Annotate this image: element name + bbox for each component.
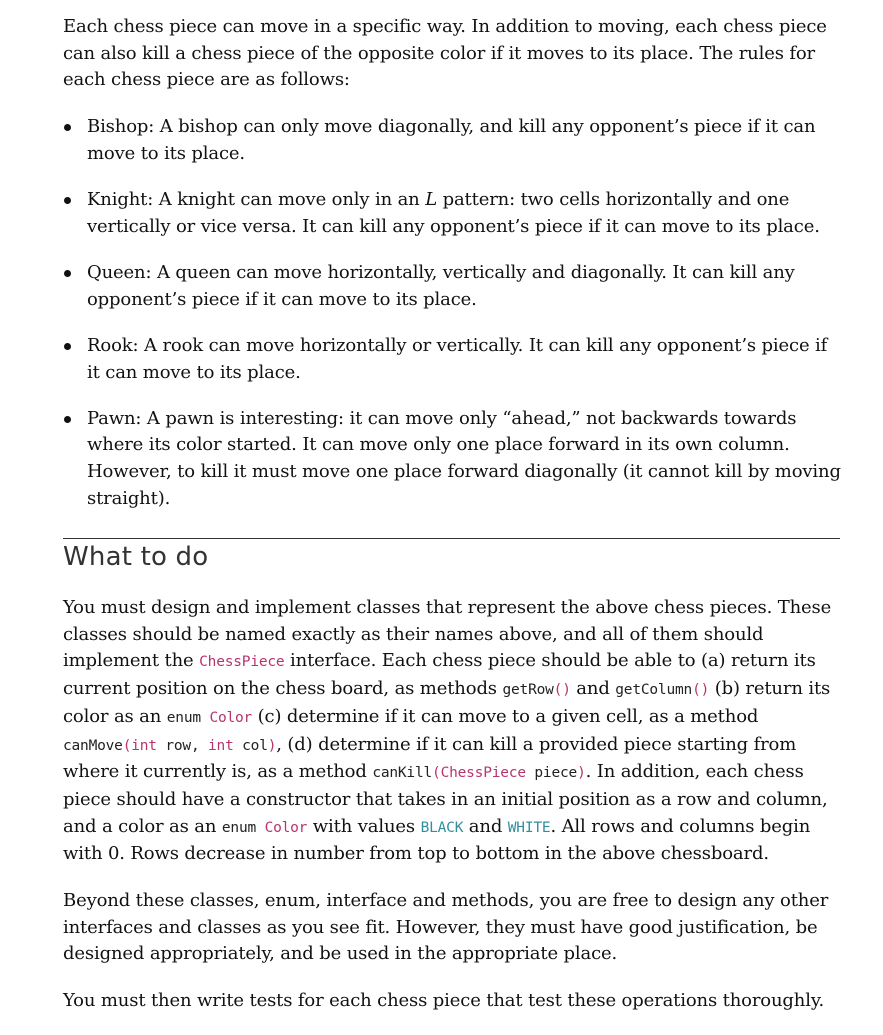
code-int: int xyxy=(131,737,157,754)
rules-section xyxy=(63,14,841,532)
tests-paragraph: You must then write tests for each chess piece that test these operations thoroughly. xyxy=(63,990,825,1012)
code-white: WHITE xyxy=(507,819,551,836)
requirements-paragraph xyxy=(63,595,841,868)
code-color: Color xyxy=(264,819,308,836)
what-to-do-section xyxy=(63,595,841,1035)
piece-rules-list xyxy=(63,114,841,512)
list-item-rook xyxy=(63,333,841,386)
bullet-icon xyxy=(64,343,71,350)
code-int: int xyxy=(208,737,234,754)
section-heading: What to do xyxy=(63,542,209,572)
code-open-paren: ( xyxy=(432,765,441,782)
code-enum: enum xyxy=(221,819,265,836)
bullet-icon xyxy=(64,270,71,277)
rule-text-pre: Knight: A knight can move only in an xyxy=(87,189,426,211)
text-run: and xyxy=(463,815,508,837)
code-getcolumn: getColumn xyxy=(615,682,693,699)
code-cankill: canKill xyxy=(372,765,433,782)
code-enum: enum xyxy=(166,709,210,726)
intro-paragraph: Each chess piece can move in a specific way. In addition to moving, each chess piece can also kill a chess piece of the opposite color if it moves to its place. The rules for each chess piece are as follows: xyxy=(63,16,827,91)
code-getrow: getRow xyxy=(502,682,554,699)
design-paragraph: Beyond these classes, enum, interface and methods, you are free to design any other interfaces and classes as you see fit. However, they must have good justification, be designed appropriately, and be used in the appropriate place. xyxy=(63,890,829,965)
code-parens: () xyxy=(692,682,710,699)
bullet-icon xyxy=(64,416,71,423)
text-run: (b) return its color as an xyxy=(63,678,831,727)
text-run: . In addition, each chess piece should have a constructor that takes in an initial position as a row and column, and a color as an xyxy=(63,761,828,837)
text-run: (c) determine if it can move to a given cell, as a method xyxy=(252,705,759,727)
code-row-param: row, xyxy=(156,737,209,754)
code-chesspiece: ChessPiece xyxy=(199,654,285,671)
code-chesspiece: ChessPiece xyxy=(440,765,526,782)
text-run: with values xyxy=(307,815,421,837)
bullet-icon xyxy=(64,124,71,131)
text-run: . All rows and columns begin with 0. Rows decrease in number from top to bottom in the above chessboard. xyxy=(63,815,811,865)
rule-text: Queen: A queen can move horizontally, vertically and diagonally. It can kill any opponent’s piece if it can move to its place. xyxy=(87,261,795,310)
rule-text: Rook: A rook can move horizontally or vertically. It can kill any opponent’s piece if it can move to its place. xyxy=(87,334,828,383)
section-divider xyxy=(63,538,840,539)
list-item-pawn xyxy=(63,406,841,513)
code-open-paren: ( xyxy=(122,737,132,754)
code-col-param: col xyxy=(233,737,268,754)
code-parens: () xyxy=(553,682,571,699)
text-run: You must design and implement classes that represent the above chess pieces. These classes should be named exactly as their names above, and all of them should implement the xyxy=(63,597,832,672)
rule-text: Pawn: A pawn is interesting: it can move only “ahead,” not backwards towards where its color started. It can move only one place forward in its own column. However, to kill it must move one place forward diagonally (it cannot kill by moving straight). xyxy=(87,407,841,509)
list-item-knight xyxy=(63,187,841,240)
bullet-icon xyxy=(64,197,71,204)
code-black: BLACK xyxy=(420,819,464,836)
code-close-paren: ) xyxy=(267,737,277,754)
rule-text-post: pattern: two cells horizontally and one vertically or vice versa. It can kill any opponent’s piece if it can move to its place. xyxy=(87,189,820,237)
rule-l-pattern: L xyxy=(425,189,438,211)
code-color: Color xyxy=(209,709,253,726)
code-piece-param: piece xyxy=(525,765,578,782)
code-close-paren: ) xyxy=(577,765,586,782)
list-item-queen xyxy=(63,260,841,313)
rule-text: Bishop: A bishop can only move diagonally, and kill any opponent’s piece if it can move to its place. xyxy=(87,116,816,164)
text-run: , (d) determine if it can kill a provided piece starting from where it currently is, as a method xyxy=(63,733,797,783)
code-canmove: canMove xyxy=(63,737,123,754)
list-item-bishop xyxy=(63,114,841,167)
text-run: interface. Each chess piece should be able to (a) return its current position on the chess board, as methods xyxy=(63,650,816,700)
text-run: and xyxy=(570,678,616,700)
